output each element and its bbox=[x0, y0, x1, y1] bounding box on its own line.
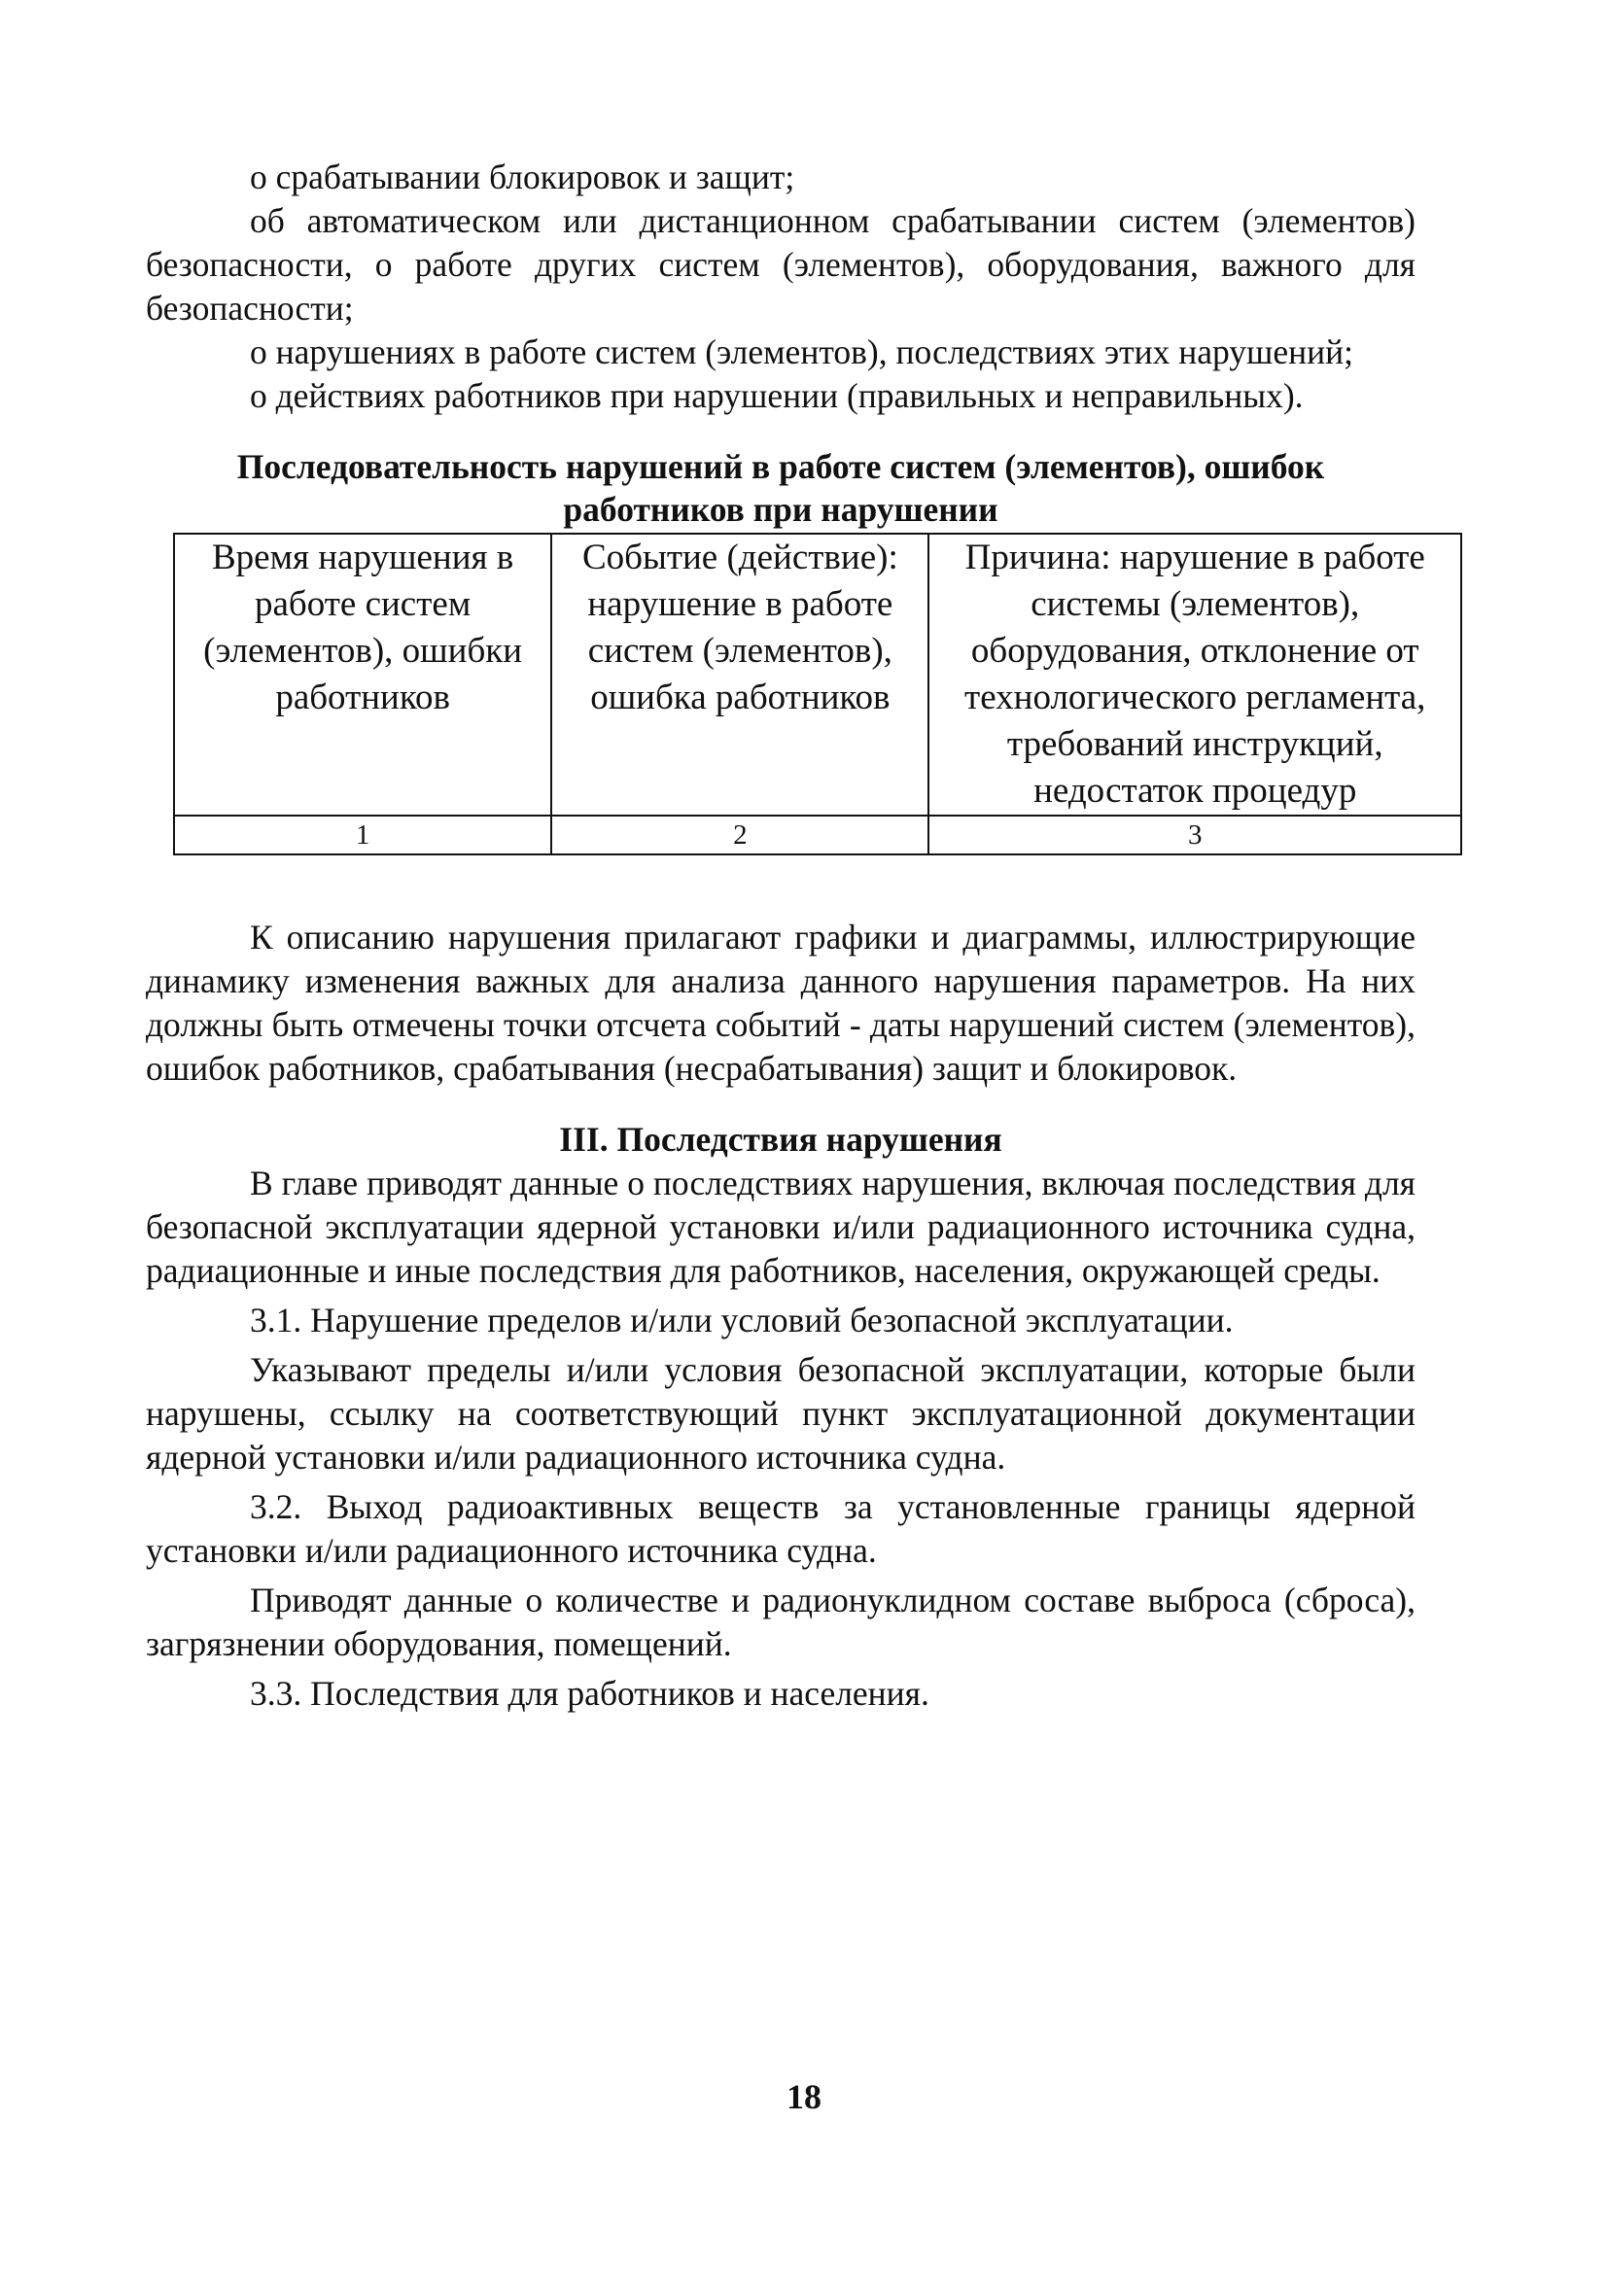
table-number-row bbox=[174, 816, 1461, 854]
intro-item: о срабатывании блокировок и защит; bbox=[250, 157, 795, 196]
section-paragraph: Указывают пределы и/или условия безопасной эксплуатации, которые были нарушены, ссылку на соответствующий пункт эксплуатационной документации ядерной установки и/или радиационного источника судна. bbox=[146, 1350, 1416, 1477]
intro-item: об автоматическом или дистанционном срабатывании систем (элементов) безопасности, о работе других систем (элементов), оборудования, важного для безопасности; bbox=[146, 201, 1416, 328]
column-number-2: 2 bbox=[551, 816, 928, 854]
subsection-heading: 3.2. Выход радиоактивных веществ за установленные границы ядерной установки и/или радиационного источника судна. bbox=[146, 1487, 1416, 1570]
subsection-heading: 3.1. Нарушение пределов и/или условий безопасной эксплуатации. bbox=[250, 1301, 1234, 1339]
attachments-paragraph: К описанию нарушения прилагают графики и диаграммы, иллюстрирующие динамику изменения важных для анализа данного нарушения параметров. На них должны быть отмечены точки отсчета событий - даты нарушений систем (элементов), ошибок работников, срабатывания (несрабатывания) защит и блокировок. bbox=[146, 918, 1416, 1088]
header-event: Событие (действие): нарушение в работе систем (элементов), ошибка работников bbox=[551, 534, 928, 816]
intro-item: о нарушениях в работе систем (элементов), последствиях этих нарушений; bbox=[250, 332, 1353, 371]
section-paragraph: Приводят данные о количестве и радионуклидном составе выброса (сброса), загрязнении оборудования, помещений. bbox=[146, 1581, 1416, 1663]
table-header-row bbox=[174, 534, 1461, 816]
subsection-heading: 3.3. Последствия для работников и населения. bbox=[250, 1674, 929, 1713]
section-title: III. Последствия нарушения bbox=[559, 1120, 1002, 1159]
section-paragraph: В главе приводят данные о последствиях нарушения, включая последствия для безопасной эксплуатации ядерной установки и/или радиационного источника судна, радиационные и иные последствия для работников, населения, окружающей среды. bbox=[146, 1164, 1416, 1290]
column-number-1: 1 bbox=[174, 816, 551, 854]
spacer bbox=[146, 855, 1416, 916]
header-cause: Причина: нарушение в работе системы (элементов), оборудования, отклонение от технологического регламента, требований инструкций, недостаток процедур bbox=[928, 534, 1461, 816]
table-title: Последовательность нарушений в работе систем (элементов), ошибок работников при нарушении bbox=[236, 447, 1325, 529]
violation-sequence-table bbox=[173, 533, 1462, 855]
intro-item: о действиях работников при нарушении (правильных и неправильных). bbox=[250, 376, 1304, 415]
document-page bbox=[146, 156, 1426, 1716]
header-time: Время нарушения в работе систем (элементов), ошибки работников bbox=[174, 534, 551, 816]
page-number: 18 bbox=[787, 2077, 821, 2116]
column-number-3: 3 bbox=[928, 816, 1461, 854]
